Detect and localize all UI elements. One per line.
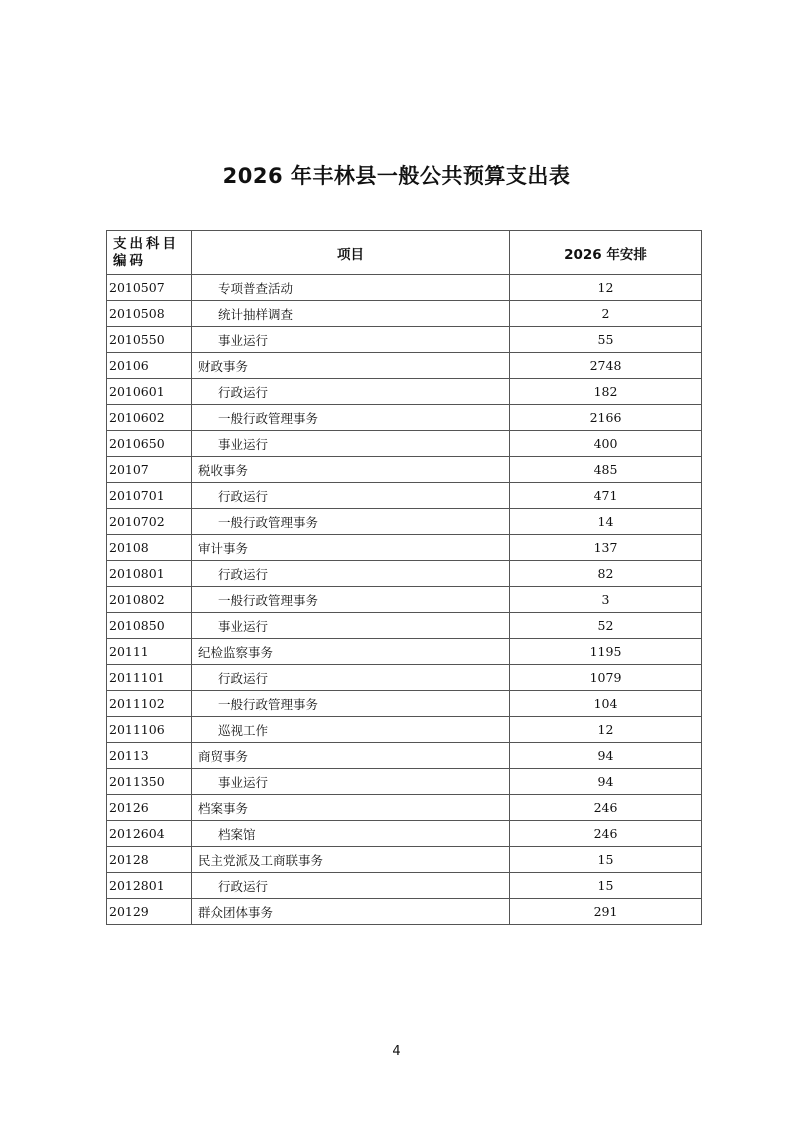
- row-amount: 15: [510, 847, 702, 873]
- row-code: 2010601: [107, 379, 192, 405]
- row-code: 2011106: [107, 717, 192, 743]
- page-title: 2026 年丰林县一般公共预算支出表: [222, 164, 571, 188]
- table-row: [107, 691, 702, 717]
- row-amount: 94: [510, 743, 702, 769]
- table-row: [107, 769, 702, 795]
- row-code: 20111: [107, 639, 192, 665]
- row-amount: 55: [510, 327, 702, 353]
- row-code: 2012801: [107, 873, 192, 899]
- row-amount: 246: [510, 821, 702, 847]
- row-amount: 14: [510, 509, 702, 535]
- row-item: 行政运行: [192, 665, 510, 691]
- row-amount: 82: [510, 561, 702, 587]
- row-amount: 52: [510, 613, 702, 639]
- row-code: 2010802: [107, 587, 192, 613]
- table-row: [107, 821, 702, 847]
- table-row: [107, 899, 702, 925]
- row-code: 20128: [107, 847, 192, 873]
- row-amount: 471: [510, 483, 702, 509]
- row-code: 2011102: [107, 691, 192, 717]
- row-item: 统计抽样调查: [192, 301, 510, 327]
- row-code: 2010602: [107, 405, 192, 431]
- row-code: 2010701: [107, 483, 192, 509]
- table-header-row: [107, 231, 702, 275]
- row-code: 2010702: [107, 509, 192, 535]
- row-item: 行政运行: [192, 483, 510, 509]
- row-amount: 2748: [510, 353, 702, 379]
- budget-table: [106, 230, 702, 925]
- table-row: [107, 301, 702, 327]
- row-code: 20106: [107, 353, 192, 379]
- row-amount: 15: [510, 873, 702, 899]
- table-row: [107, 483, 702, 509]
- header-amount: 2026 年安排: [510, 231, 702, 275]
- table-row: [107, 743, 702, 769]
- row-code: 20107: [107, 457, 192, 483]
- row-item: 税收事务: [192, 457, 510, 483]
- row-code: 20108: [107, 535, 192, 561]
- table-row: [107, 717, 702, 743]
- header-item: 项目: [192, 231, 510, 275]
- table-row: [107, 431, 702, 457]
- table-row: [107, 587, 702, 613]
- row-item: 事业运行: [192, 431, 510, 457]
- row-item: 纪检监察事务: [192, 639, 510, 665]
- row-amount: 2166: [510, 405, 702, 431]
- table-row: [107, 873, 702, 899]
- row-item: 审计事务: [192, 535, 510, 561]
- header-code: 支出科目编码: [107, 231, 192, 275]
- row-amount: 1079: [510, 665, 702, 691]
- row-item: 一般行政管理事务: [192, 509, 510, 535]
- row-code: 2011350: [107, 769, 192, 795]
- row-item: 巡视工作: [192, 717, 510, 743]
- row-item: 事业运行: [192, 327, 510, 353]
- row-amount: 2: [510, 301, 702, 327]
- row-amount: 246: [510, 795, 702, 821]
- row-item: 档案馆: [192, 821, 510, 847]
- row-item: 行政运行: [192, 873, 510, 899]
- row-amount: 104: [510, 691, 702, 717]
- row-amount: 291: [510, 899, 702, 925]
- row-code: 20129: [107, 899, 192, 925]
- row-item: 一般行政管理事务: [192, 691, 510, 717]
- row-item: 民主党派及工商联事务: [192, 847, 510, 873]
- table-body: [107, 275, 702, 925]
- table-row: [107, 405, 702, 431]
- table-row: [107, 613, 702, 639]
- row-amount: 1195: [510, 639, 702, 665]
- row-item: 行政运行: [192, 561, 510, 587]
- row-amount: 137: [510, 535, 702, 561]
- row-item: 档案事务: [192, 795, 510, 821]
- row-amount: 485: [510, 457, 702, 483]
- row-code: 2010507: [107, 275, 192, 301]
- row-amount: 3: [510, 587, 702, 613]
- row-item: 一般行政管理事务: [192, 405, 510, 431]
- row-amount: 12: [510, 717, 702, 743]
- row-code: 20126: [107, 795, 192, 821]
- table-row: [107, 327, 702, 353]
- table-row: [107, 639, 702, 665]
- table-row: [107, 665, 702, 691]
- row-code: 2012604: [107, 821, 192, 847]
- row-code: 2010801: [107, 561, 192, 587]
- row-amount: 182: [510, 379, 702, 405]
- row-code: 2010508: [107, 301, 192, 327]
- row-item: 群众团体事务: [192, 899, 510, 925]
- row-item: 一般行政管理事务: [192, 587, 510, 613]
- row-code: 2010650: [107, 431, 192, 457]
- row-code: 2010850: [107, 613, 192, 639]
- table-row: [107, 847, 702, 873]
- row-item: 事业运行: [192, 769, 510, 795]
- page-number: 4: [392, 1044, 401, 1059]
- row-item: 事业运行: [192, 613, 510, 639]
- row-item: 商贸事务: [192, 743, 510, 769]
- table-row: [107, 379, 702, 405]
- table-row: [107, 353, 702, 379]
- table-row: [107, 509, 702, 535]
- row-item: 行政运行: [192, 379, 510, 405]
- table-row: [107, 275, 702, 301]
- table-row: [107, 457, 702, 483]
- table-row: [107, 795, 702, 821]
- row-code: 2010550: [107, 327, 192, 353]
- row-code: 2011101: [107, 665, 192, 691]
- row-amount: 400: [510, 431, 702, 457]
- row-amount: 12: [510, 275, 702, 301]
- table-row: [107, 535, 702, 561]
- row-code: 20113: [107, 743, 192, 769]
- table-row: [107, 561, 702, 587]
- row-amount: 94: [510, 769, 702, 795]
- row-item: 专项普查活动: [192, 275, 510, 301]
- row-item: 财政事务: [192, 353, 510, 379]
